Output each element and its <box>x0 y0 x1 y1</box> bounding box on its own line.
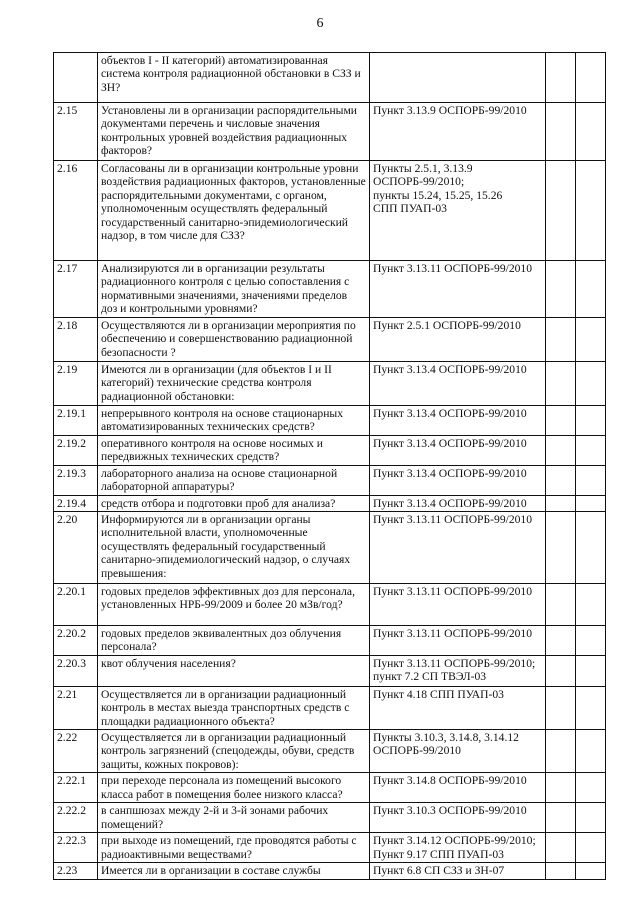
reference-text: Пункт 3.13.4 ОСПОРБ-99/2010 <box>373 407 527 420</box>
answer-cell-yes <box>546 655 576 686</box>
answer-cell-yes <box>546 161 576 261</box>
question-text: в санпшюзах между 2-й и 3-й зонами рабочих помещений? <box>98 803 370 833</box>
reference-cell <box>370 686 546 729</box>
item-number: 2.19.1 <box>54 406 98 436</box>
item-number: 2.15 <box>54 103 98 161</box>
question-text: при переходе персонала из помещений высокого класса работ в помещения более низкого класса? <box>98 773 370 803</box>
reference-text: Пункт 3.13.11 ОСПОРБ-99/2010 <box>373 513 533 527</box>
item-number: 2.23 <box>54 863 98 879</box>
reference-text: Пункт 3.13.9 ОСПОРБ-99/2010 <box>373 104 527 117</box>
table-row <box>54 584 606 626</box>
reference-text: пункт 7.2 СП ТВЭЛ-03 <box>373 670 487 684</box>
question-text: оперативного контроля на основе носимых и передвижных технических средств? <box>98 436 370 466</box>
reference-text: Пункт 9.17 СПП ПУАП-03 <box>373 847 504 861</box>
item-number: 2.19 <box>54 362 98 406</box>
answer-cell-no <box>576 626 606 656</box>
answer-cell-no <box>576 362 606 406</box>
reference-text: Пункты 3.10.3, 3.14.8, 3.14.12 <box>373 731 519 745</box>
reference-text: ОСПОРБ-99/2010 <box>373 744 461 758</box>
item-number: 2.22.3 <box>54 833 98 863</box>
answer-cell-no <box>576 53 606 103</box>
answer-cell-no <box>576 495 606 511</box>
answer-cell-no <box>576 436 606 466</box>
item-number: 2.19.3 <box>54 465 98 495</box>
question-text: Установлены ли в организации распорядительными документами перечень и числовые значения контрольных уровней воздействия радиационных факторов? <box>98 103 370 161</box>
item-number: 2.22.2 <box>54 803 98 833</box>
item-number: 2.20.1 <box>54 584 98 626</box>
answer-cell-yes <box>546 436 576 466</box>
reference-cell <box>370 730 546 773</box>
reference-cell <box>370 465 546 495</box>
answer-cell-yes <box>546 261 576 318</box>
reference-cell <box>370 803 546 833</box>
question-text: объектов I - II категорий) автоматизированная система контроля радиационной обстановки в СЗЗ и ЗН? <box>98 53 370 103</box>
reference-text: ОСПОРБ-99/2010; <box>373 175 465 189</box>
question-text: Анализируются ли в организации результаты радиационного контроля с целью сопоставления с нормативными значениями, значениями пределов доз и контрольными уровнями? <box>98 261 370 318</box>
question-text: Имеется ли в организации в составе службы <box>98 863 370 879</box>
item-number: 2.20.3 <box>54 655 98 686</box>
answer-cell-no <box>576 318 606 362</box>
reference-text: Пункт 2.5.1 ОСПОРБ-99/2010 <box>373 319 521 332</box>
answer-cell-no <box>576 686 606 729</box>
answer-cell-no <box>576 803 606 833</box>
answer-cell-no <box>576 863 606 879</box>
reference-text: Пункт 6.8 СП СЗЗ и ЗН-07 <box>373 864 505 878</box>
question-text: средств отбора и подготовки проб для анализа? <box>98 495 370 511</box>
reference-cell <box>370 103 546 161</box>
reference-cell <box>370 863 546 879</box>
reference-cell <box>370 626 546 656</box>
page-number: 6 <box>316 16 324 31</box>
item-number: 2.18 <box>54 318 98 362</box>
item-number: 2.22.1 <box>54 773 98 803</box>
answer-cell-no <box>576 161 606 261</box>
answer-cell-yes <box>546 626 576 656</box>
question-text: лабораторного анализа на основе стационарной лабораторной аппаратуры? <box>98 465 370 495</box>
table-row <box>54 512 606 584</box>
item-number: 2.19.2 <box>54 436 98 466</box>
reference-cell <box>370 655 546 686</box>
item-number: 2.17 <box>54 261 98 318</box>
reference-cell <box>370 53 546 103</box>
reference-cell <box>370 773 546 803</box>
answer-cell-yes <box>546 406 576 436</box>
checklist-table <box>53 52 606 880</box>
answer-cell-yes <box>546 863 576 879</box>
table-row <box>54 803 606 833</box>
table-row <box>54 362 606 406</box>
item-number: 2.20.2 <box>54 626 98 656</box>
answer-cell-yes <box>546 584 576 626</box>
answer-cell-yes <box>546 318 576 362</box>
reference-text: Пункт 3.13.11 ОСПОРБ-99/2010; <box>373 656 536 670</box>
answer-cell-no <box>576 512 606 584</box>
reference-cell <box>370 436 546 466</box>
answer-cell-no <box>576 406 606 436</box>
reference-text: Пункт 3.13.4 ОСПОРБ-99/2010 <box>373 437 527 450</box>
reference-text: СПП ПУАП-03 <box>373 202 447 216</box>
answer-cell-no <box>576 103 606 161</box>
question-text: при выходе из помещений, где проводятся работы с радиоактивными веществами? <box>98 833 370 863</box>
table-row <box>54 833 606 863</box>
item-number <box>54 53 98 103</box>
reference-text: Пункт 4.18 СПП ПУАП-03 <box>373 687 504 701</box>
answer-cell-yes <box>546 686 576 729</box>
answer-cell-no <box>576 655 606 686</box>
table-row <box>54 655 606 686</box>
answer-cell-yes <box>546 803 576 833</box>
reference-text: Пункт 3.13.11 ОСПОРБ-99/2010 <box>373 627 533 641</box>
reference-text: Пункт 3.13.11 ОСПОРБ-99/2010 <box>373 262 533 275</box>
reference-text: Пункт 3.14.12 ОСПОРБ-99/2010; <box>373 834 536 848</box>
table-row <box>54 103 606 161</box>
reference-cell <box>370 161 546 261</box>
item-number: 2.20 <box>54 512 98 584</box>
reference-text: пункты 15.24, 15.25, 15.26 <box>373 188 503 202</box>
answer-cell-no <box>576 584 606 626</box>
answer-cell-no <box>576 833 606 863</box>
reference-cell <box>370 584 546 626</box>
answer-cell-yes <box>546 53 576 103</box>
question-text: квот облучения населения? <box>98 655 370 686</box>
item-number: 2.19.4 <box>54 495 98 511</box>
table-row <box>54 863 606 879</box>
question-text: непрерывного контроля на основе стационарных автоматизированных технических средств? <box>98 406 370 436</box>
answer-cell-yes <box>546 495 576 511</box>
table-row <box>54 495 606 511</box>
table-row <box>54 406 606 436</box>
reference-cell <box>370 406 546 436</box>
reference-text: Пункт 3.13.11 ОСПОРБ-99/2010 <box>373 585 533 599</box>
table-row <box>54 686 606 729</box>
reference-text: Пункт 3.13.4 ОСПОРБ-99/2010 <box>373 496 527 510</box>
table-row <box>54 318 606 362</box>
answer-cell-yes <box>546 833 576 863</box>
checklist-rows <box>54 53 606 880</box>
answer-cell-yes <box>546 512 576 584</box>
answer-cell-yes <box>546 103 576 161</box>
table-row <box>54 53 606 103</box>
item-number: 2.21 <box>54 686 98 729</box>
answer-cell-no <box>576 730 606 773</box>
item-number: 2.16 <box>54 161 98 261</box>
question-text: Имеются ли в организации (для объектов I и II категорий) технические средства контроля радиационной обстановки: <box>98 362 370 406</box>
reference-cell <box>370 362 546 406</box>
table-row <box>54 436 606 466</box>
question-text: годовых пределов эффективных доз для персонала, установленных НРБ-99/2009 и более 20 мЗв/год? <box>98 584 370 626</box>
question-text: Осуществляются ли в организации мероприятия по обеспечению и совершенствованию радиационной безопасности ? <box>98 318 370 362</box>
reference-cell <box>370 495 546 511</box>
reference-cell <box>370 318 546 362</box>
table-row <box>54 626 606 656</box>
table-row <box>54 465 606 495</box>
reference-text: Пункт 3.13.4 ОСПОРБ-99/2010 <box>373 466 527 480</box>
table-row <box>54 261 606 318</box>
reference-text: Пункт 3.13.4 ОСПОРБ-99/2010 <box>373 363 527 376</box>
reference-cell <box>370 261 546 318</box>
reference-cell <box>370 512 546 584</box>
question-text: Информируются ли в организации органы исполнительной власти, уполномоченные осуществлять федеральный государственный санитарно-эпидемиологический надзор, о случаях превышения: <box>98 512 370 584</box>
question-text: годовых пределов эквивалентных доз облучения персонала? <box>98 626 370 656</box>
question-text: Согласованы ли в организации контрольные уровни воздействия радиационных факторов, установленные распорядительными документами, с органом, уполномоченным осуществлять федеральный государственный санитарно-эпидемиологический надзор, в том числе для СЗЗ? <box>98 161 370 261</box>
reference-text: Пункт 3.10.3 ОСПОРБ-99/2010 <box>373 804 527 818</box>
table-row <box>54 730 606 773</box>
table-row <box>54 161 606 261</box>
answer-cell-yes <box>546 773 576 803</box>
reference-text: Пункты 2.5.1, 3.13.9 <box>373 162 473 175</box>
reference-text: Пункт 3.14.8 ОСПОРБ-99/2010 <box>373 774 527 788</box>
answer-cell-yes <box>546 362 576 406</box>
answer-cell-yes <box>546 730 576 773</box>
table-row <box>54 773 606 803</box>
answer-cell-no <box>576 773 606 803</box>
question-text: Осуществляется ли в организации радиационный контроль в местах выезда транспортных средств с площадки радиационного объекта? <box>98 686 370 729</box>
answer-cell-no <box>576 261 606 318</box>
reference-cell <box>370 833 546 863</box>
item-number: 2.22 <box>54 730 98 773</box>
question-text: Осуществляется ли в организации радиационный контроль загрязнений (спецодежды, обуви, средств защиты, кожных покровов): <box>98 730 370 773</box>
answer-cell-yes <box>546 465 576 495</box>
answer-cell-no <box>576 465 606 495</box>
